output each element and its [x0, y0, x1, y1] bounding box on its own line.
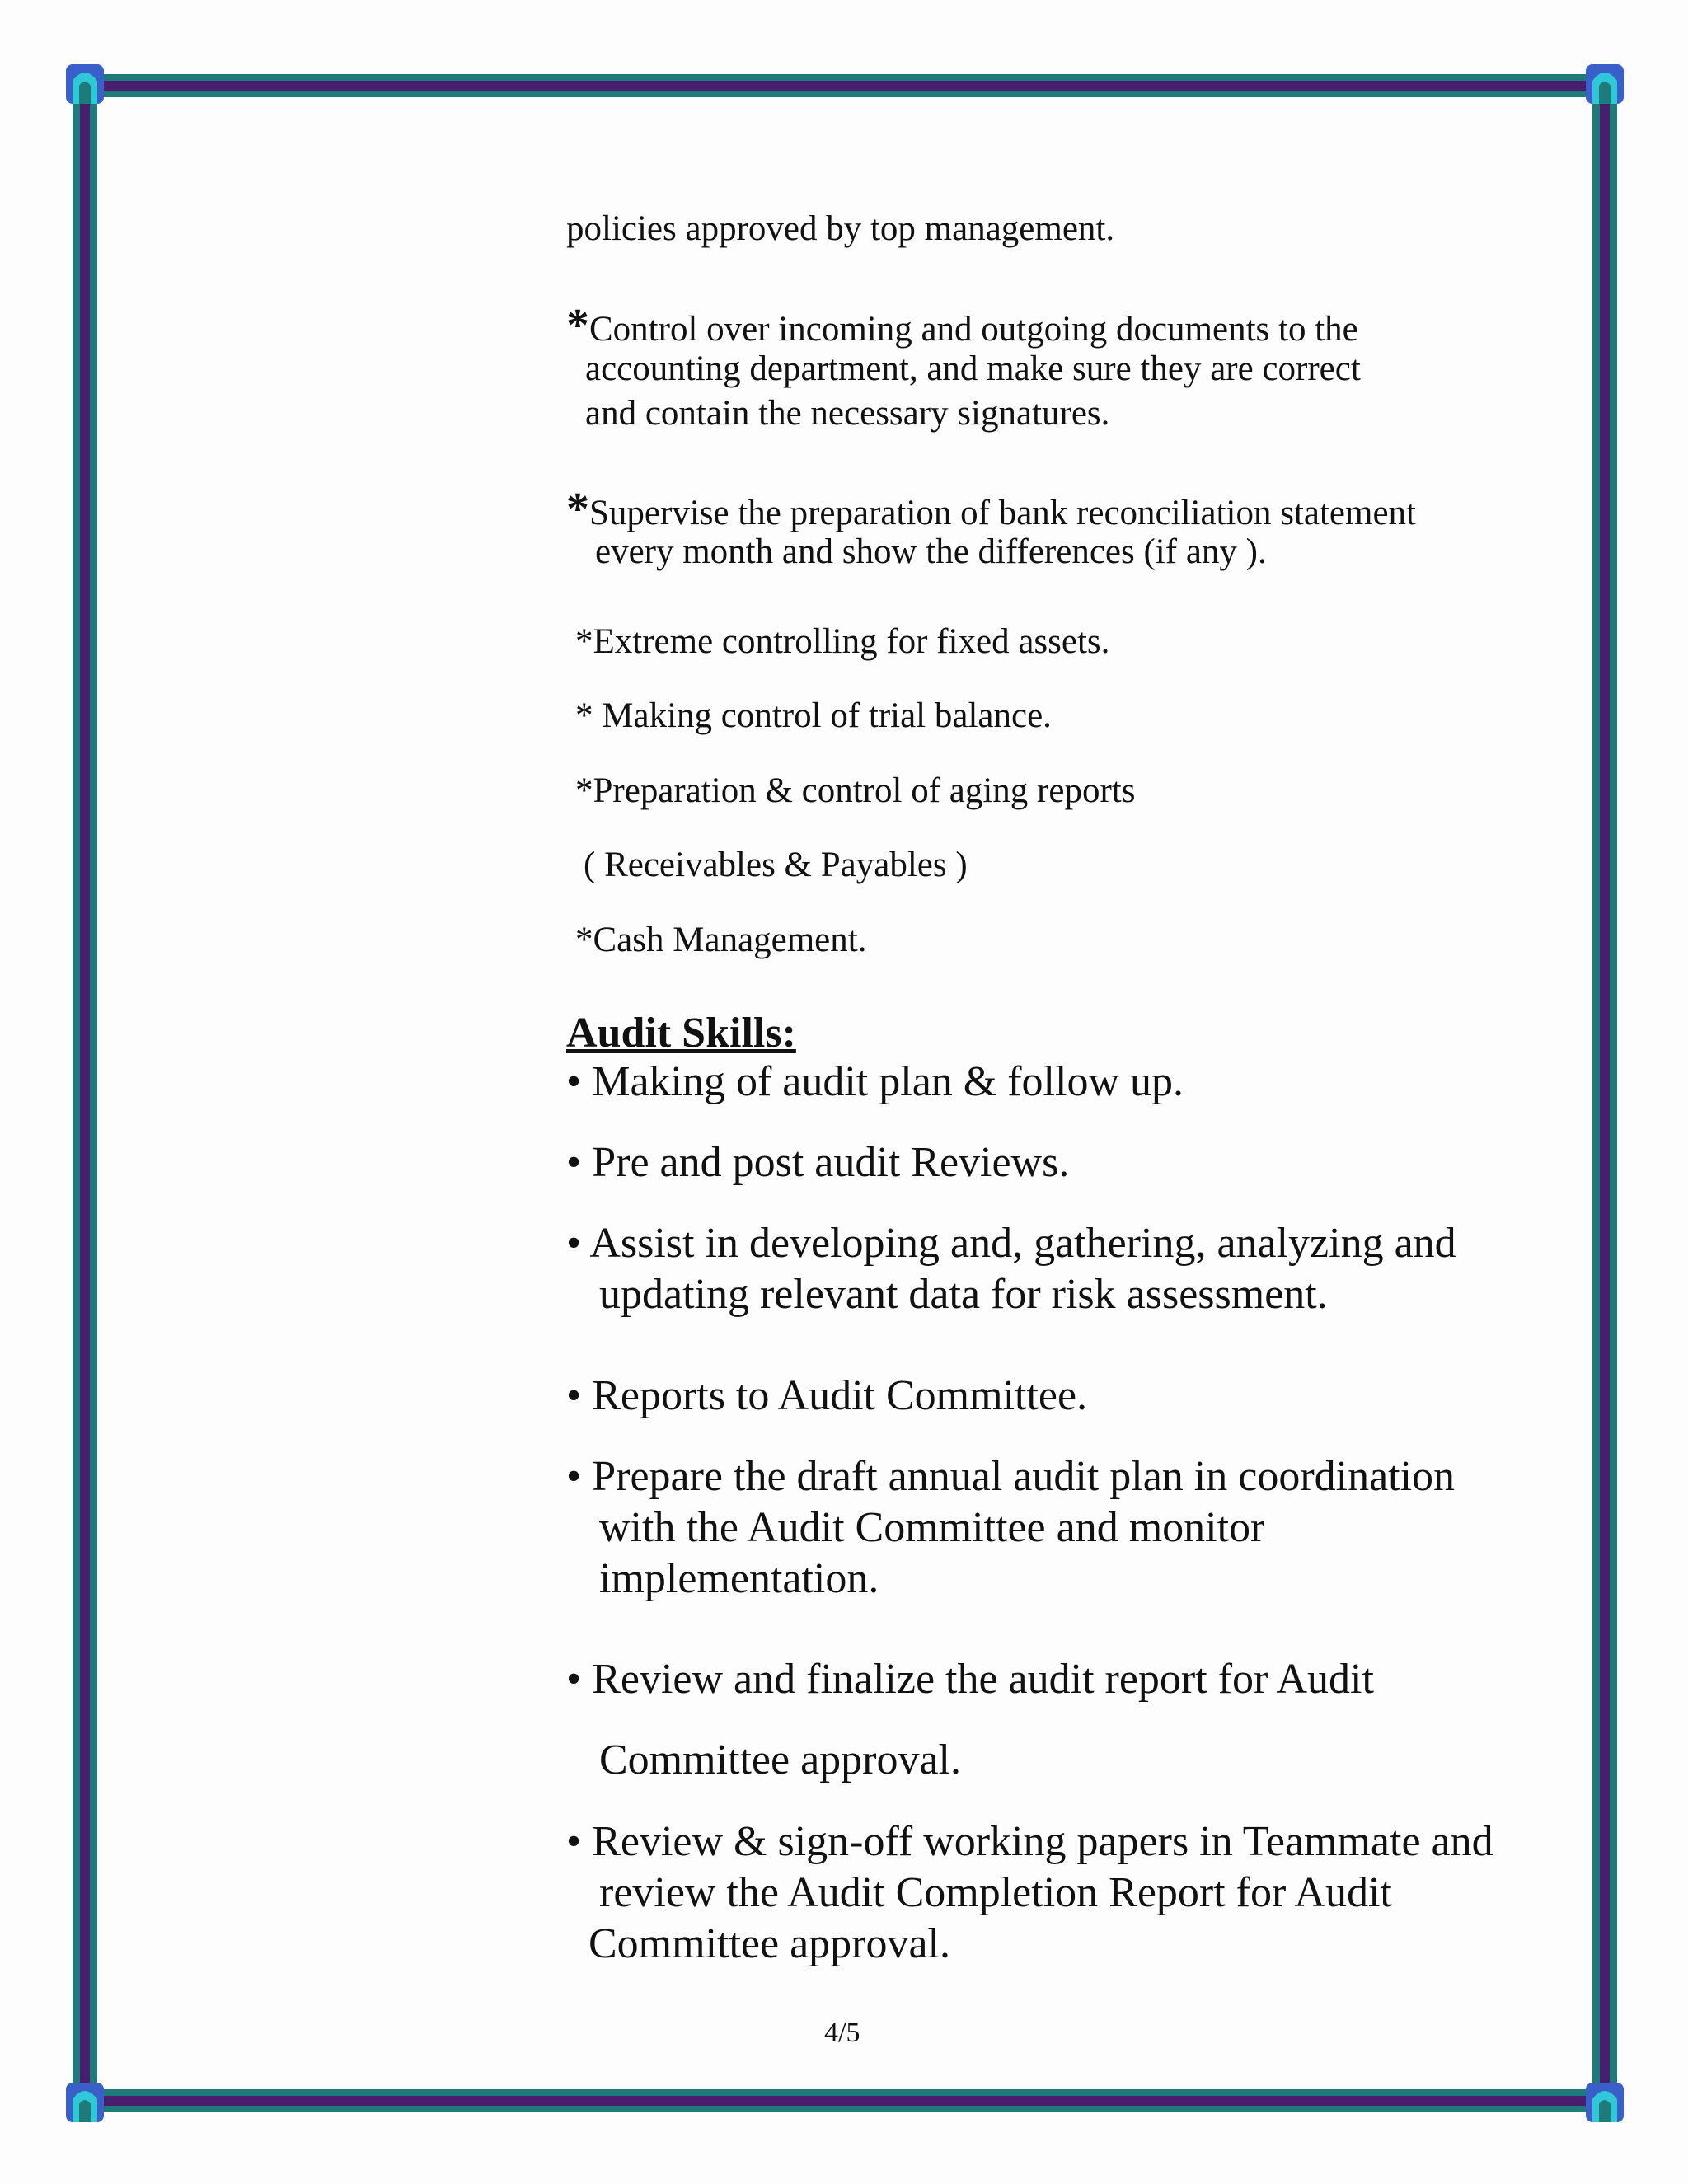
- bullet-item: • Reports to Audit Committee.: [566, 1372, 1088, 1419]
- page-number: 4/5: [824, 2018, 860, 2048]
- section-heading: Audit Skills:: [566, 1010, 796, 1057]
- bullet-item-continuation: with the Audit Committee and monitor: [599, 1504, 1265, 1551]
- list-item: * Making control of trial balance.: [575, 696, 1052, 735]
- text-line: and contain the necessary signatures.: [585, 394, 1110, 433]
- list-item: *Cash Management.: [575, 921, 867, 959]
- bullet-item: • Making of audit plan & follow up.: [566, 1058, 1184, 1105]
- corner-ornament-bottom-left: [66, 2083, 104, 2122]
- bullet-item: • Pre and post audit Reviews.: [566, 1139, 1070, 1186]
- corner-ornament-top-right: [1586, 64, 1624, 104]
- bullet-item-continuation: Committee approval.: [599, 1736, 962, 1783]
- asterisk-bullet: *: [566, 300, 589, 351]
- bullet-item: • Review and finalize the audit report for Audit: [566, 1656, 1374, 1703]
- bullet-item: • Review & sign-off working papers in Teammate and: [566, 1818, 1493, 1865]
- asterisk-bullet: *: [566, 484, 589, 535]
- text-line: Control over incoming and outgoing documents to the: [589, 310, 1358, 349]
- corner-ornament-top-left: [66, 64, 104, 104]
- bullet-item-continuation: updating relevant data for risk assessment.: [599, 1271, 1328, 1318]
- text-line: Supervise the preparation of bank reconciliation statement: [589, 494, 1416, 532]
- corner-ornament-bottom-right: [1586, 2083, 1624, 2122]
- list-item: *Extreme controlling for fixed assets.: [575, 622, 1110, 661]
- text-line: accounting department, and make sure they are correct: [585, 349, 1361, 388]
- bullet-paragraph: [566, 484, 1416, 535]
- bullet-item: • Assist in developing and, gathering, analyzing and: [566, 1220, 1456, 1267]
- text-line: every month and show the differences (if any ).: [595, 532, 1267, 571]
- bullet-paragraph: [566, 302, 1358, 349]
- text-line: policies approved by top management.: [566, 209, 1115, 248]
- bullet-item-continuation: implementation.: [599, 1555, 879, 1602]
- list-item: *Preparation & control of aging reports: [575, 771, 1136, 810]
- list-item: ( Receivables & Payables ): [584, 846, 968, 884]
- bullet-item-continuation: review the Audit Completion Report for Audit: [599, 1869, 1392, 1916]
- bullet-item: • Prepare the draft annual audit plan in coordination: [566, 1453, 1456, 1500]
- bullet-item-continuation: Committee approval.: [588, 1920, 951, 1967]
